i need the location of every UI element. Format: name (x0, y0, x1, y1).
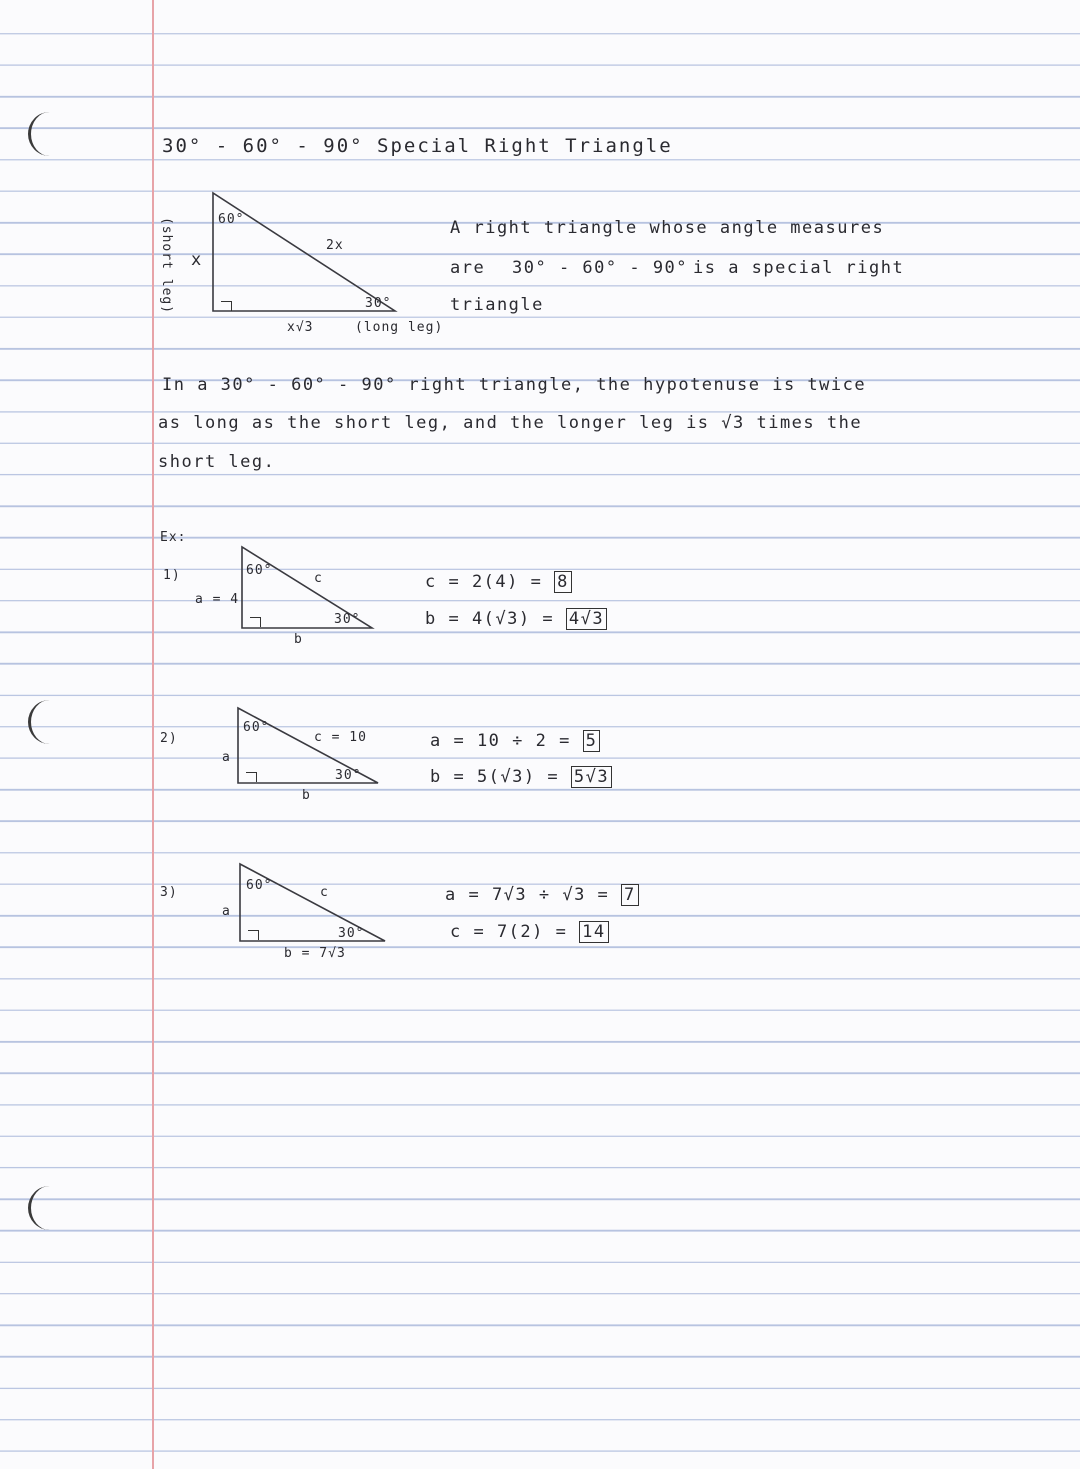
right-angle-marker (248, 930, 259, 940)
example-1-answer-2: 4√3 (566, 608, 607, 630)
definition-line-2a: are (450, 258, 486, 278)
example-3-work-1: a = 7√3 ÷ √3 = 7 (445, 885, 639, 905)
example-3-side-a: a (222, 904, 231, 919)
example-3-answer-1: 7 (621, 884, 639, 906)
angle-30-label: 30° (365, 296, 392, 311)
example-2-answer-2: 5√3 (571, 766, 612, 788)
right-angle-marker (250, 617, 261, 627)
examples-label: Ex: (160, 530, 187, 545)
example-2-angle-60: 60° (243, 720, 270, 735)
example-3-work-2: c = 7(2) = 14 (450, 922, 609, 942)
rule-line-3: short leg. (158, 452, 276, 472)
example-1-work-1: c = 2(4) = 8 (425, 572, 572, 592)
example-2-side-a: a (222, 750, 231, 765)
page-title: 30° - 60° - 90° Special Right Triangle (162, 135, 673, 157)
example-1-angle-30: 30° (334, 612, 361, 627)
short-leg-name: (short leg) (159, 216, 175, 315)
example-1-number: 1) (163, 568, 181, 583)
example-3-side-c: c (320, 885, 329, 900)
right-angle-marker (246, 772, 257, 782)
example-2-answer-1: 5 (583, 730, 601, 752)
main-triangle (213, 193, 395, 311)
rule-line-2: as long as the short leg, and the longer leg is √3 times the (158, 413, 863, 433)
example-3-angle-30: 30° (338, 926, 365, 941)
example-2-work-1: a = 10 ÷ 2 = 5 (430, 731, 600, 751)
hypotenuse-label: 2x (326, 238, 344, 253)
example-3-angle-60: 60° (246, 878, 273, 893)
example-1-side-b: b (294, 632, 303, 647)
example-3-number: 3) (160, 885, 178, 900)
definition-line-2c: is a special right (693, 258, 905, 278)
example-2-work-2: b = 5(√3) = 5√3 (430, 767, 612, 787)
long-leg-name: (long leg) (355, 320, 444, 335)
example-1-side-c: c (314, 571, 323, 586)
example-3-answer-2: 14 (579, 921, 608, 943)
example-2-number: 2) (160, 731, 178, 746)
example-3-side-b: b = 7√3 (284, 946, 346, 961)
long-leg-label: x√3 (287, 320, 314, 335)
example-1-side-a: a = 4 (195, 592, 240, 607)
angle-60-label: 60° (218, 212, 245, 227)
short-leg-label: x (191, 250, 203, 270)
rule-line-1: In a 30° - 60° - 90° right triangle, the hypotenuse is twice (162, 375, 867, 395)
example-2-angle-30: 30° (335, 768, 362, 783)
right-angle-marker (221, 301, 232, 311)
example-2-side-b: b (302, 788, 311, 803)
definition-line-3: triangle (450, 295, 544, 315)
example-1-answer-1: 8 (554, 571, 572, 593)
definition-line-2b: 30° - 60° - 90° (512, 258, 689, 278)
example-1-angle-60: 60° (246, 563, 273, 578)
example-2-side-c: c = 10 (314, 730, 367, 745)
definition-line-1: A right triangle whose angle measures (450, 218, 885, 238)
example-1-work-2: b = 4(√3) = 4√3 (425, 609, 607, 629)
